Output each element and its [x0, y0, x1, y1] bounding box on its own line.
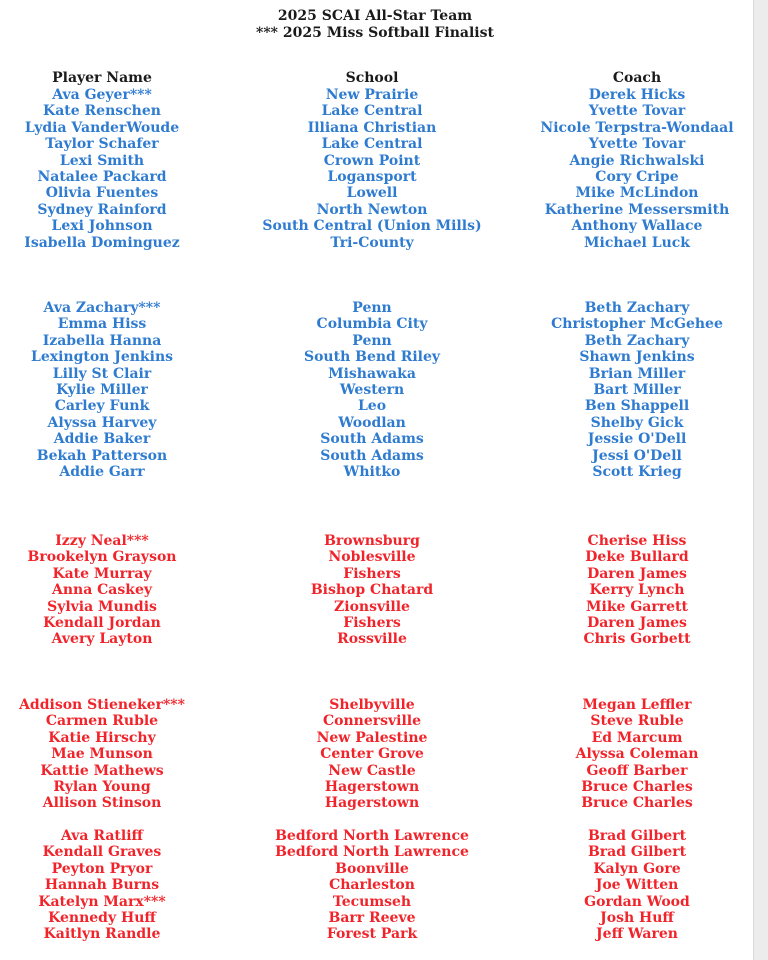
table-row	[0, 910, 750, 926]
table-row	[0, 926, 750, 942]
table-row	[0, 549, 750, 565]
coach-name: Beth Zachary	[584, 300, 690, 316]
coach-name: Chris Gorbett	[583, 631, 691, 648]
coach-name: Katherine Messersmith	[544, 201, 730, 218]
table-row	[0, 599, 750, 615]
coach-name: Deke Bullard	[585, 549, 689, 566]
player-name: Kattie Mathews	[40, 762, 164, 779]
school-name: Mishawaka	[328, 365, 416, 382]
table-row	[0, 828, 750, 844]
coach-name: Kalyn Gore	[593, 860, 681, 877]
player-name: Hannah Burns	[44, 877, 160, 894]
table-row	[0, 566, 750, 582]
player-name: Lilly St Clair	[52, 365, 152, 382]
player-name: Lexington Jenkins	[30, 349, 174, 366]
school-name: Lake Central	[321, 136, 423, 153]
player-name: Mae Munson	[51, 746, 153, 763]
school-name: Columbia City	[316, 316, 428, 333]
coach-name: Michael Luck	[584, 234, 690, 251]
school-name: Shelbyville	[329, 697, 415, 713]
school-name: Fishers	[343, 565, 401, 582]
school-name: Lake Central	[321, 103, 423, 120]
coach-name: Christopher McGehee	[551, 316, 723, 333]
roster-group	[0, 828, 750, 943]
coach-name: Daren James	[587, 565, 687, 582]
player-name: Carley Funk	[54, 398, 150, 415]
school-name: South Bend Riley	[303, 349, 441, 366]
table-row	[0, 464, 750, 480]
page-title: 2025 SCAI All-Star Team	[277, 8, 473, 24]
coach-name: Megan Leffler	[582, 697, 692, 713]
table-row	[0, 631, 750, 647]
coach-name: Derek Hicks	[588, 87, 686, 103]
school-name: Fishers	[343, 614, 401, 631]
table-row	[0, 120, 750, 136]
player-name: Taylor Schafer	[45, 136, 159, 153]
school-name: South Adams	[320, 447, 424, 464]
coach-name: Geoff Barber	[586, 762, 688, 779]
school-name: Hagerstown	[324, 778, 420, 795]
school-name: South Central (Union Mills)	[262, 218, 482, 235]
table-row	[0, 779, 750, 795]
player-name: Addison Stieneker***	[19, 697, 185, 713]
school-name: South Adams	[320, 431, 424, 448]
school-name: Connersville	[323, 713, 421, 730]
coach-name: Jessi O'Dell	[592, 447, 682, 464]
player-name: Carmen Ruble	[45, 713, 159, 730]
player-name: Alyssa Harvey	[47, 414, 157, 431]
player-name: Rylan Young	[53, 778, 151, 795]
school-name: Leo	[357, 398, 387, 415]
roster-group	[0, 533, 750, 648]
table-row	[0, 533, 750, 549]
roster-group	[0, 87, 750, 251]
school-name: Whitko	[343, 463, 401, 480]
roster-group	[0, 300, 750, 480]
coach-name: Yvette Tovar	[588, 103, 686, 120]
table-row	[0, 861, 750, 877]
school-name: Hagerstown	[324, 795, 420, 812]
table-row	[0, 349, 750, 365]
player-name: Ava Ratliff	[61, 828, 143, 844]
coach-name: Anthony Wallace	[571, 218, 703, 235]
table-row	[0, 218, 750, 234]
school-name: Boonville	[335, 860, 409, 877]
player-name: Bekah Patterson	[36, 447, 168, 464]
scrollbar[interactable]	[753, 0, 768, 960]
table-row	[0, 877, 750, 893]
school-name: Center Grove	[320, 746, 424, 763]
player-name: Anna Caskey	[51, 582, 153, 599]
header-coach: Coach	[612, 70, 662, 86]
school-name: Bishop Chatard	[310, 582, 434, 599]
school-name: Charleston	[329, 877, 415, 894]
table-row	[0, 87, 750, 103]
school-name: Rossville	[337, 631, 407, 648]
header-school: School	[345, 70, 399, 86]
school-name: Brownsburg	[324, 533, 420, 549]
table-row	[0, 235, 750, 251]
table-row	[0, 844, 750, 860]
table-row	[0, 366, 750, 382]
coach-name: Alyssa Coleman	[575, 746, 699, 763]
player-name: Ava Zachary***	[43, 300, 161, 316]
school-name: Zionsville	[334, 598, 410, 615]
school-name: Penn	[352, 332, 392, 349]
school-name: Noblesville	[328, 549, 416, 566]
table-row	[0, 382, 750, 398]
player-name: Izabella Hanna	[42, 332, 162, 349]
school-name: New Prairie	[325, 87, 419, 103]
table-row	[0, 448, 750, 464]
player-name: Lexi Smith	[59, 152, 145, 169]
player-name: Addie Baker	[53, 431, 151, 448]
table-row	[0, 300, 750, 316]
school-name: New Castle	[328, 762, 416, 779]
player-name: Olivia Fuentes	[45, 185, 159, 202]
table-row	[0, 169, 750, 185]
coach-name: Yvette Tovar	[588, 136, 686, 153]
coach-name: Gordan Wood	[584, 893, 690, 910]
roster-group	[0, 697, 750, 812]
coach-name: Brad Gilbert	[587, 844, 687, 861]
school-name: Crown Point	[323, 152, 421, 169]
school-name: Bedford North Lawrence	[275, 844, 469, 861]
coach-name: Nicole Terpstra-Wondaal	[540, 119, 734, 136]
player-name: Avery Layton	[51, 631, 153, 648]
coach-name: Cherise Hiss	[587, 533, 687, 549]
coach-name: Jessie O'Dell	[587, 431, 687, 448]
school-name: New Palestine	[316, 729, 428, 746]
coach-name: Kerry Lynch	[589, 582, 685, 599]
page-subtitle: *** 2025 Miss Softball Finalist	[256, 25, 494, 41]
table-row	[0, 185, 750, 201]
player-name: Katelyn Marx***	[38, 893, 166, 910]
player-name: Kendall Jordan	[43, 614, 161, 631]
player-name: Kendall Graves	[42, 844, 162, 861]
coach-name: Jeff Waren	[596, 926, 678, 943]
table-row	[0, 333, 750, 349]
coach-name: Shelby Gick	[590, 414, 684, 431]
player-name: Sydney Rainford	[37, 201, 167, 218]
player-name: Allison Stinson	[42, 795, 162, 812]
school-name: Woodlan	[338, 414, 406, 431]
player-name: Kylie Miller	[56, 381, 148, 398]
coach-name: Ed Marcum	[591, 729, 683, 746]
school-name: Lowell	[346, 185, 398, 202]
table-row	[0, 415, 750, 431]
table-row	[0, 103, 750, 119]
coach-name: Bruce Charles	[581, 778, 693, 795]
coach-name: Joe Witten	[595, 877, 679, 894]
coach-name: Mike McLindon	[575, 185, 699, 202]
player-name: Ava Geyer***	[52, 87, 152, 103]
coach-name: Brad Gilbert	[587, 828, 687, 844]
table-row	[0, 136, 750, 152]
coach-name: Ben Shappell	[584, 398, 690, 415]
table-row	[0, 746, 750, 762]
school-name: Western	[339, 381, 405, 398]
school-name: Tri-County	[330, 234, 414, 251]
coach-name: Beth Zachary	[584, 332, 690, 349]
coach-name: Mike Garrett	[586, 598, 688, 615]
player-name: Brookelyn Grayson	[27, 549, 177, 566]
player-name: Natalee Packard	[37, 168, 167, 185]
coach-name: Brian Miller	[588, 365, 686, 382]
player-name: Sylvia Mundis	[47, 598, 157, 615]
school-name: Penn	[352, 300, 392, 316]
coach-name: Cory Cripe	[595, 168, 679, 185]
player-name: Emma Hiss	[57, 316, 147, 333]
player-name: Addie Garr	[59, 463, 145, 480]
table-row	[0, 398, 750, 414]
table-row	[0, 202, 750, 218]
coach-name: Scott Krieg	[592, 463, 682, 480]
table-row	[0, 730, 750, 746]
table-row	[0, 431, 750, 447]
coach-name: Bart Miller	[593, 381, 681, 398]
school-name: Tecumseh	[332, 893, 412, 910]
school-name: Illiana Christian	[307, 119, 437, 136]
school-name: Logansport	[327, 168, 417, 185]
table-row	[0, 697, 750, 713]
player-name: Kate Murray	[52, 565, 152, 582]
table-row	[0, 795, 750, 811]
school-name: Bedford North Lawrence	[275, 828, 469, 844]
school-name: Barr Reeve	[328, 909, 416, 926]
player-name: Peyton Pryor	[51, 860, 153, 877]
table-row	[0, 582, 750, 598]
table-row	[0, 615, 750, 631]
coach-name: Angie Richwalski	[569, 152, 705, 169]
player-name: Kennedy Huff	[48, 909, 156, 926]
player-name: Izzy Neal***	[55, 533, 149, 549]
coach-name: Daren James	[587, 614, 687, 631]
table-row	[0, 894, 750, 910]
table-row	[0, 316, 750, 332]
table-row	[0, 763, 750, 779]
school-name: Forest Park	[326, 926, 418, 943]
coach-name: Bruce Charles	[581, 795, 693, 812]
coach-name: Josh Huff	[600, 909, 674, 926]
header-player-name: Player Name	[52, 70, 152, 86]
player-name: Lydia VanderWoude	[24, 119, 180, 136]
player-name: Isabella Dominguez	[24, 234, 180, 251]
player-name: Kaitlyn Randle	[43, 926, 161, 943]
coach-name: Shawn Jenkins	[579, 349, 695, 366]
player-name: Katie Hirschy	[48, 729, 156, 746]
table-row	[0, 713, 750, 729]
school-name: North Newton	[316, 201, 428, 218]
coach-name: Steve Ruble	[590, 713, 684, 730]
player-name: Lexi Johnson	[51, 218, 153, 235]
player-name: Kate Renschen	[43, 103, 161, 120]
table-row	[0, 153, 750, 169]
